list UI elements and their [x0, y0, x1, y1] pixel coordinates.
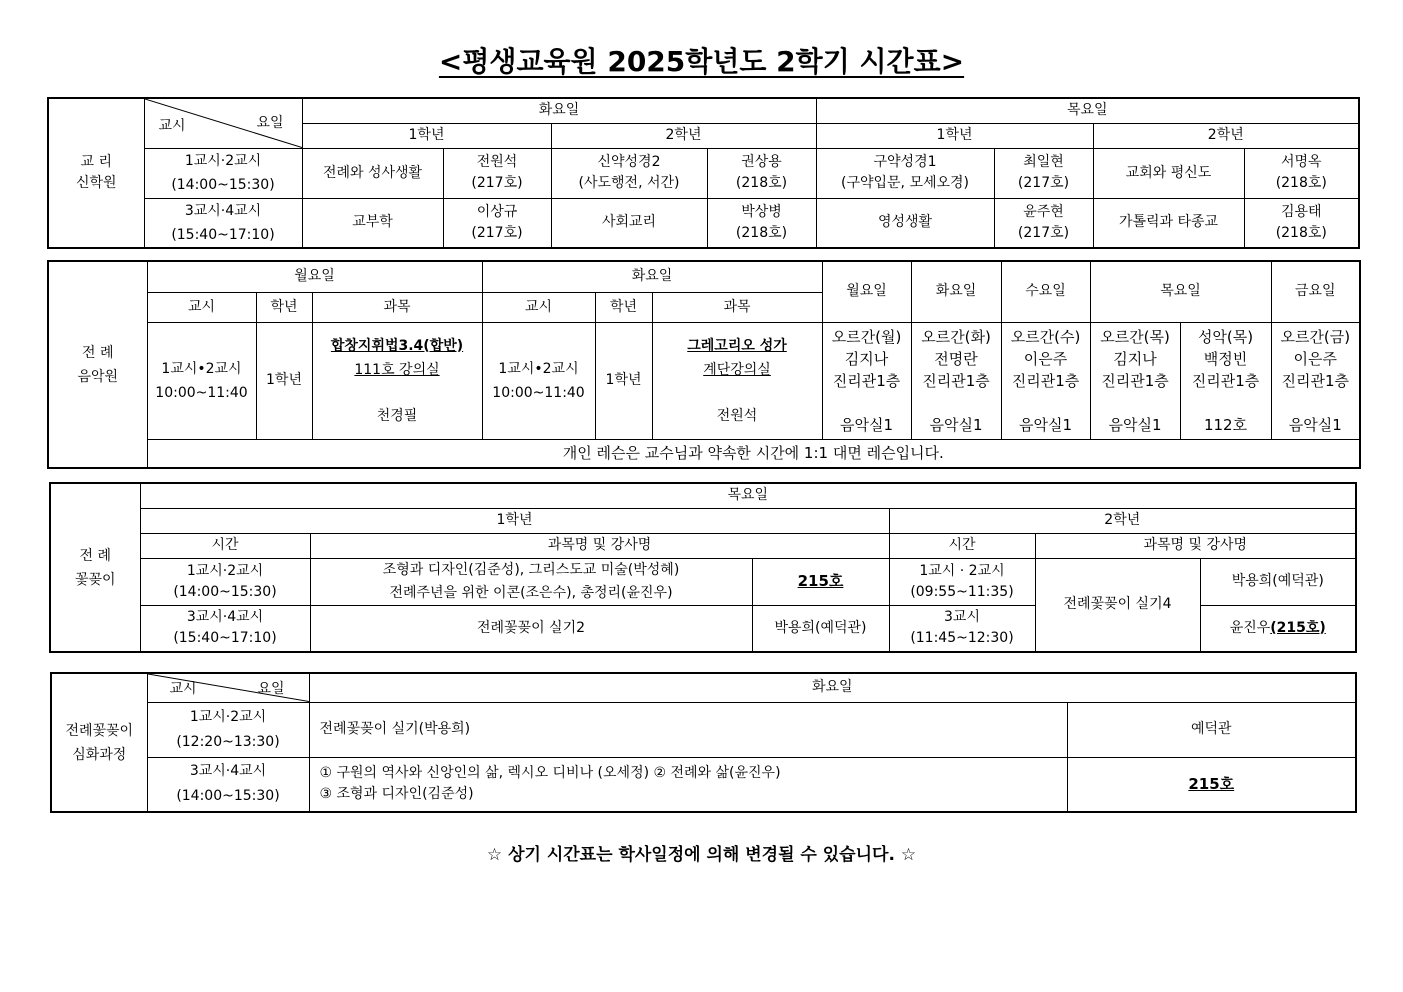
course-cell: 전례꽃꽂이 실기4 — [1035, 558, 1200, 652]
day-tuesday: 화요일 — [302, 98, 816, 123]
teacher-cell: 박용희(예덕관) — [752, 605, 889, 652]
teacher-cell: 김용태 (218호) — [1244, 198, 1359, 248]
grade-2: 2학년 — [1093, 123, 1359, 148]
lesson-cell: 오르간(월) 김지나 진리관1층 음악실1 — [822, 322, 911, 439]
schedule-change-notice: ☆ 상기 시간표는 학사일정에 의해 변경될 수 있습니다. ☆ — [486, 845, 917, 865]
lesson-day: 수요일 — [1001, 261, 1090, 322]
teacher-label: 전원석 — [716, 407, 758, 424]
header-diagonal-cell — [147, 673, 309, 702]
grade-cell: 1학년 — [256, 322, 312, 439]
grade-1: 1학년 — [816, 123, 1093, 148]
subject-title: 그레고리오 성가 — [687, 337, 787, 354]
subject-header: 과목명 및 강사명 — [1035, 533, 1356, 558]
subject-cell — [652, 322, 822, 439]
room-label: 111호 강의실 — [354, 361, 440, 378]
teacher-cell: 이상규 (217호) — [443, 198, 551, 248]
course-cell: 가톨릭과 타종교 — [1093, 198, 1244, 248]
liturgical-music-timetable — [47, 260, 1361, 469]
lesson-day: 화요일 — [911, 261, 1001, 322]
lesson-footnote: 개인 레슨은 교수님과 약속한 시간에 1:1 대면 레슨입니다. — [147, 439, 1360, 468]
subject-header: 과목 — [312, 292, 482, 322]
period-cell: 1교시·2교시 (14:00~15:30) — [144, 148, 302, 198]
grade-2: 2학년 — [551, 123, 816, 148]
subject-title: 합창지휘법3.4(합반) — [330, 337, 464, 354]
section-name: 교 리 신학원 — [48, 98, 144, 248]
period-cell: 1교시•2교시 10:00~11:40 — [482, 322, 595, 439]
section-name: 전 례 음악원 — [48, 261, 147, 468]
room-cell: 215호 — [752, 558, 889, 605]
section-name: 전례꽃꽂이 심화과정 — [51, 673, 147, 812]
lesson-cell: 성악(목) 백정빈 진리관1층 112호 — [1180, 322, 1271, 439]
day-tuesday: 화요일 — [309, 673, 1356, 702]
day-tuesday: 화요일 — [482, 261, 822, 292]
room-cell: 예덕관 — [1067, 702, 1356, 757]
lesson-cell: 오르간(금) 이은주 진리관1층 음악실1 — [1271, 322, 1360, 439]
lesson-day: 목요일 — [1090, 261, 1271, 322]
course-cell: 전례꽃꽂이 실기2 — [310, 605, 752, 652]
time-header: 시간 — [140, 533, 310, 558]
subject-cell — [312, 322, 482, 439]
advanced-flower-timetable — [50, 672, 1357, 813]
course-cell: 교부학 — [302, 198, 443, 248]
period-cell: 1교시•2교시 10:00~11:40 — [147, 322, 256, 439]
period-header: 교시 — [482, 292, 595, 322]
period-cell: 1교시 · 2교시 (09:55~11:35) — [889, 558, 1035, 605]
section-name: 전 례 꽃꽂이 — [50, 483, 140, 652]
day-header: 요일 — [257, 681, 285, 697]
teacher-label: 천경필 — [376, 407, 418, 424]
course-cell: 교회와 평신도 — [1093, 148, 1244, 198]
teacher-cell: 권상용 (218호) — [707, 148, 816, 198]
lesson-cell: 오르간(화) 전명란 진리관1층 음악실1 — [911, 322, 1001, 439]
lesson-cell: 오르간(수) 이은주 진리관1층 음악실1 — [1001, 322, 1090, 439]
period-cell: 3교시·4교시 (15:40~17:10) — [140, 605, 310, 652]
time-header: 시간 — [889, 533, 1035, 558]
grade-1: 1학년 — [140, 508, 889, 533]
room-label: (215호) — [1270, 619, 1326, 636]
course-cell: 사회교리 — [551, 198, 707, 248]
lesson-day: 월요일 — [822, 261, 911, 322]
period-cell: 1교시·2교시 (12:20~13:30) — [147, 702, 309, 757]
grade-header: 학년 — [256, 292, 312, 322]
grade-2: 2학년 — [889, 508, 1356, 533]
teacher-cell: 최일현 (217호) — [994, 148, 1093, 198]
flower-arrangement-timetable — [49, 482, 1357, 653]
header-diagonal-cell — [144, 98, 302, 148]
period-cell: 1교시·2교시 (14:00~15:30) — [140, 558, 310, 605]
course-cell: 신약성경2 (사도행전, 서간) — [551, 148, 707, 198]
period-cell: 3교시·4교시 (15:40~17:10) — [144, 198, 302, 248]
lesson-cell: 오르간(목) 김지나 진리관1층 음악실1 — [1090, 322, 1180, 439]
theology-timetable — [47, 97, 1360, 249]
grade-header: 학년 — [595, 292, 652, 322]
subject-header: 과목명 및 강사명 — [310, 533, 889, 558]
period-header: 교시 — [158, 118, 186, 134]
period-header: 교시 — [147, 292, 256, 322]
course-cell: 전례와 성사생활 — [302, 148, 443, 198]
teacher-cell — [1200, 605, 1356, 652]
lesson-day: 금요일 — [1271, 261, 1360, 322]
period-cell: 3교시·4교시 (14:00~15:30) — [147, 757, 309, 812]
teacher-cell: 서명옥 (218호) — [1244, 148, 1359, 198]
room-cell: 215호 — [1067, 757, 1356, 812]
teacher-cell: 박상병 (218호) — [707, 198, 816, 248]
day-thursday: 목요일 — [816, 98, 1359, 123]
grade-cell: 1학년 — [595, 322, 652, 439]
grade-1: 1학년 — [302, 123, 551, 148]
teacher-cell: 박용희(예덕관) — [1200, 558, 1356, 605]
course-cell: 전례꽃꽂이 실기(박용희) — [309, 702, 1067, 757]
subject-header: 과목 — [652, 292, 822, 322]
teacher-name: 윤진우 — [1229, 619, 1271, 636]
period-header: 교시 — [169, 681, 197, 697]
course-cell: 구약성경1 (구약입문, 모세오경) — [816, 148, 994, 198]
room-label: 계단강의실 — [703, 361, 771, 378]
day-monday: 월요일 — [147, 261, 482, 292]
teacher-cell: 윤주현 (217호) — [994, 198, 1093, 248]
page-title: <평생교육원 2025학년도 2학기 시간표> — [438, 45, 965, 78]
day-header: 요일 — [256, 115, 284, 131]
day-thursday: 목요일 — [140, 483, 1356, 508]
course-cell: 영성생활 — [816, 198, 994, 248]
course-cell: ① 구원의 역사와 신앙인의 삶, 렉시오 디비나 (오세정) ② 전례와 삶(윤진우) ③ 조형과 디자인(김준성) — [309, 757, 1067, 812]
course-cell: 조형과 디자인(김준성), 그리스도교 미술(박성혜) 전례주년을 위한 이콘(조은수), 총정리(윤진우) — [310, 558, 752, 605]
period-cell: 3교시 (11:45~12:30) — [889, 605, 1035, 652]
teacher-cell: 전원석 (217호) — [443, 148, 551, 198]
